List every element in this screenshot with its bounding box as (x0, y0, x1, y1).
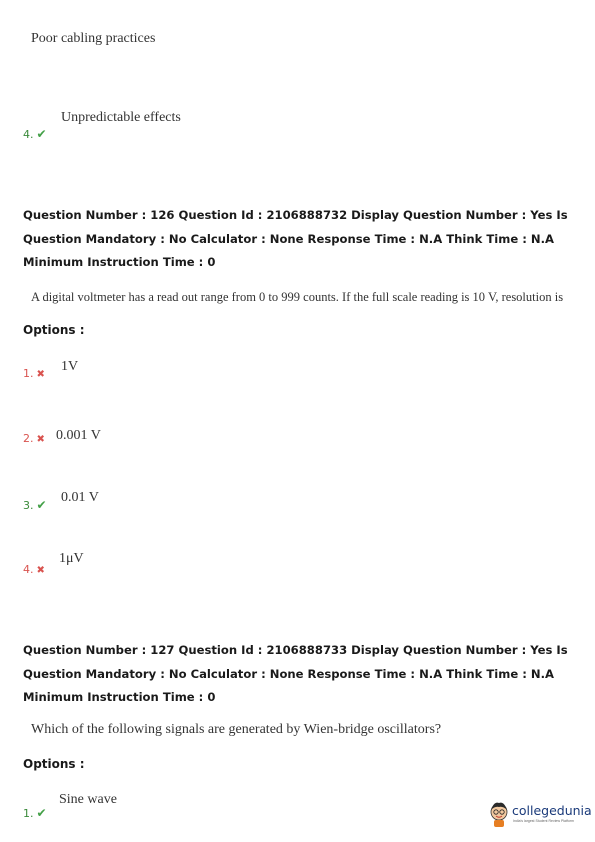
question-meta: Question Number : 126 Question Id : 2106888732 Display Question Number : Yes Is Question Mandatory : No Calculator : None Response Time : N.A Think Time : N.A Minimum Instruction Time : 0 (23, 208, 568, 269)
option-number (23, 432, 45, 445)
option-number (23, 367, 45, 380)
options-label: Options : (23, 323, 85, 337)
option-number (23, 806, 47, 820)
option-text: Unpredictable effects (61, 110, 181, 125)
option-number (23, 498, 47, 512)
checkmark-icon: ✔ (36, 806, 47, 820)
mascot-icon (488, 800, 510, 828)
option-number-label: 1. (23, 367, 34, 380)
checkmark-icon: ✔ (36, 498, 47, 512)
option-number-label: 2. (23, 432, 34, 445)
question-text: A digital voltmeter has a read out range from 0 to 999 counts. If the full scale reading is 10 V, resolution is (31, 290, 564, 304)
option-number-label: 3. (23, 499, 34, 512)
option-text: 1μV (59, 551, 84, 566)
logo-name: collegedunia (512, 803, 592, 818)
option-text: Sine wave (59, 792, 117, 807)
option-number (23, 127, 47, 141)
question-meta: Question Number : 127 Question Id : 2106888733 Display Question Number : Yes Is Question Mandatory : No Calculator : None Response Time : N.A Think Time : N.A Minimum Instruction Time : 0 (23, 643, 568, 704)
collegedunia-logo (488, 800, 592, 830)
cross-icon: ✖ (36, 565, 45, 576)
cross-icon: ✖ (36, 369, 45, 380)
logo-tagline: India's largest Student Review Platform (513, 819, 574, 823)
option-number (23, 563, 45, 576)
options-label: Options : (23, 757, 85, 771)
option-text: 1V (61, 359, 79, 374)
option-text: 0.01 V (61, 490, 99, 505)
checkmark-icon: ✔ (36, 127, 47, 141)
cross-icon: ✖ (36, 434, 45, 445)
option-text: 0.001 V (56, 428, 101, 443)
option-text: Poor cabling practices (31, 31, 156, 46)
option-number-label: 1. (23, 807, 34, 820)
question-text: Which of the following signals are generated by Wien-bridge oscillators? (31, 722, 442, 737)
option-number-label: 4. (23, 563, 34, 576)
option-number-label: 4. (23, 128, 34, 141)
